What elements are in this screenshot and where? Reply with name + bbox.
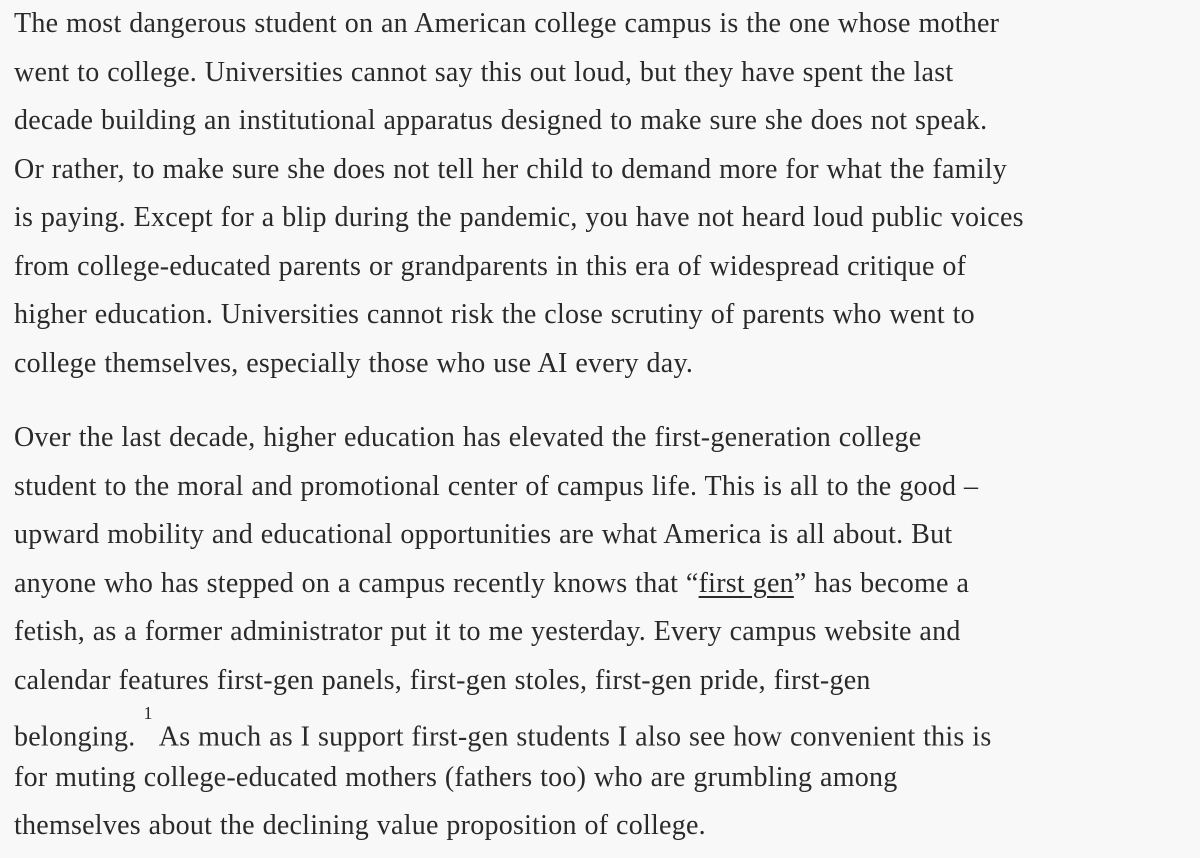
- paragraph-2: [14, 414, 991, 851]
- text-line: decade building an institutional apparatus designed to make sure she does not speak.: [14, 105, 988, 136]
- text-line: for muting college-educated mothers (fathers too) who are grumbling among: [14, 761, 898, 793]
- text-line: fetish, as a former administrator put it to me yesterday. Every campus website and: [14, 616, 961, 647]
- text-line: Or rather, to make sure she does not tell her child to demand more for what the family: [14, 153, 1008, 185]
- text-segment: anyone who has stepped on a campus recently knows that “: [14, 567, 699, 599]
- text-line: The most dangerous student on an American college campus is the one whose mother: [14, 8, 1000, 39]
- text-segment: As much as I support first-gen students I also see how convenient this is: [158, 721, 992, 753]
- text-line-with-footnote: [14, 705, 991, 754]
- text-line: calendar features first-gen panels, first-gen stoles, first-gen pride, first-gen: [14, 664, 871, 696]
- footnote-marker[interactable]: 1: [143, 703, 153, 723]
- text-line: upward mobility and educational opportunities are what America is all about. But: [14, 519, 953, 550]
- text-line: is paying. Except for a blip during the pandemic, you have not heard loud public voices: [14, 202, 1024, 233]
- text-line: student to the moral and promotional center of campus life. This is all to the good –: [14, 470, 979, 502]
- text-line: college themselves, especially those who use AI every day.: [14, 347, 694, 379]
- text-line: Over the last decade, higher education has elevated the first-generation college: [14, 422, 922, 453]
- text-segment: ” has become a: [793, 567, 970, 599]
- first-gen-link[interactable]: first gen: [698, 567, 794, 599]
- text-line: themselves about the declining value proposition of college.: [14, 810, 706, 841]
- text-segment: belonging.: [14, 721, 136, 753]
- text-line-with-link: [14, 560, 991, 609]
- text-line: higher education. Universities cannot risk the close scrutiny of parents who went to: [14, 299, 975, 330]
- text-line: went to college. Universities cannot say this out loud, but they have spent the last: [14, 56, 954, 88]
- paragraph-1: [14, 0, 1024, 388]
- text-line: from college-educated parents or grandparents in this era of widespread critique of: [14, 250, 967, 282]
